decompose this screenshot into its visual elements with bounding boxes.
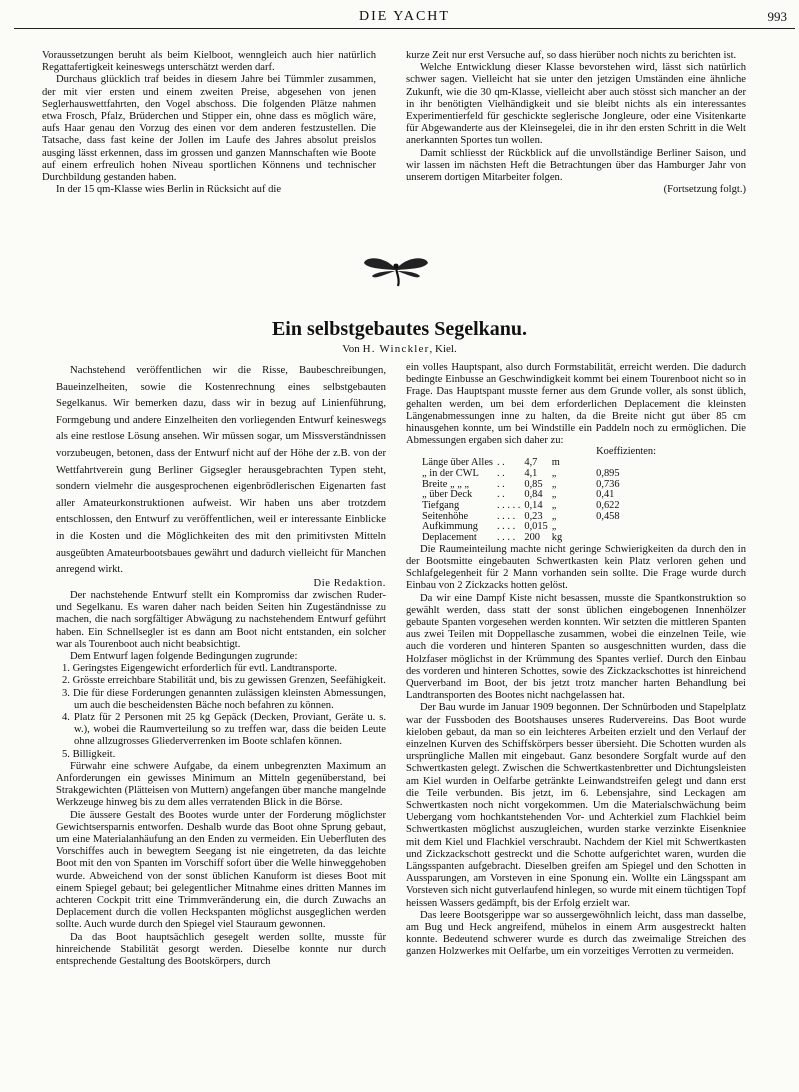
paragraph: ein volles Hauptspant, also durch Formstabilität, erreicht werden. Die dadurch bedingte Einbusse an Geschwindigkeit kommt bei einem Tourenboot nicht so in Frage. Das Hauptspant musste ferner aus dem Grunde voller, als sonst üblich, gehalten werden, um bei dem erforderlichen Deplacement die kleinsten Längenabmessungen inne zu halten, da die Breite nicht gut über 85 cm hinausgehen konnte, um bei Windstille ein Paddeln noch zu ermöglichen. Die Abmessungen ergaben sich daher zu: [406,362,746,447]
author-place: , Kiel. [429,343,457,355]
article-left-column [56,362,386,968]
table-row: Aufkimmung . . . . 0,015 „ [422,521,557,533]
dragonfly-ornament-icon [360,254,432,288]
top-left-column [42,50,376,196]
conditions-intro: Dem Entwurf lagen folgende Bedingungen zugrunde: [70,650,298,662]
paragraph: Voraussetzungen beruht als beim Kielboot, wenngleich auch hier natürlich Regattafertigkeit keineswegs unterschätzt werden darf. [42,50,376,74]
page-header [14,8,795,29]
editor-note-text: Nachstehend veröffentlichen wir die Risse, Baubeschreibungen, Baueinzelheiten, sowie die Kostenrechnung eines selbstgebauten Segelkanus. Wir bemerken dazu, dass wir in bezug auf Linienführung, Formgebung und andere Einzelheiten den vorliegenden Entwurf keineswegs als eine restlose Lösung ansehen. Wir müssen sogar, um Missverständnissen vorzubeugen, betonen, dass der Entwurf nicht auf der Höhe der z.B. von der Wettfahrtverein gung Berliner Gigsegler herausgebrachten Typen steht, sondern vielmehr die ausgesprochenen eigenbrödlerischen Eigenarten fast aller Amateurkonstruktionen aufweist. Wir haben uns aber trotzdem entschlossen, den Entwurf zu veröffentlichen, weil er interessante Einblicke in die Kosten und die Möglichkeiten des mit den primitivsten Mitteln ausgeübten Amateurbootsbaues gewährt und dadurch vielleicht für Manchen anregend wirkt. [56,364,386,576]
journal-title: DIE YACHT [359,9,450,24]
list-item: 2. Grösste erreichbare Stabilität und, bis zu gewissen Grenzen, Seefähigkeit. [62,675,386,687]
list-item: 4. Platz für 2 Personen mit 25 kg Gepäck (Decken, Proviant, Geräte u. s. w.), wobei die Raumverteilung so zu treffen war, dass die beiden Leute ohne allzugrosses Gliederverrenken im Boote schlafen können. [62,711,386,748]
dimensions-table [422,447,660,543]
paragraph: Damit schliesst der Rückblick auf die unvollständige Berliner Saison, und wir lassen im nächsten Heft die Betrachtungen über das Hamburger Jahr von unserem dortigen Mitarbeiter folgen. [406,147,746,184]
list-item: 3. Die für diese Forderungen genannten zulässigen kleinsten Abmessungen, um auch die bescheidensten Bäche noch befahren zu können. [62,687,386,711]
table-row: „ in der CWL . . 4,1 „ 0,895 [422,467,620,479]
article-right-column [406,362,746,959]
author-name: H. Winckler [362,343,430,355]
paragraph: Welche Entwicklung dieser Klasse bevorstehen wird, lässt sich natürlich schwer sagen. Vielleicht hat sie unter den jetzigen Umständen eine ähnliche Zukunft, wie die 30 qm-Klasse, vielleicht aber auch stösst sich mancher an der in ihr benötigten Vielhändigkeit und sie bleibt nichts als ein interessantes Experimentierfeld für geschickte seglerische Jongleure, oder eine Visitenkarte für Abgewanderte aus der Kleinsegelei, die in ihr den ersten Schritt in die Welt anerkannten Sportes tun wollen. [406,62,746,147]
table-row: Breite „ „ „ . . 0,85 „ 0,736 [422,478,620,490]
list-item: 1. Geringstes Eigengewicht erforderlich für evtl. Landtransporte. [62,663,338,675]
table-row: Seitenhöhe . . . . 0,23 „ 0,458 [422,510,620,522]
paragraph: Fürwahr eine schwere Aufgabe, da einem unbegrenzten Maximum an Anforderungen ein gewisses Minimum an Mitteln gegenüberstand, bei Strakgewichten (Plätteisen von Muttern) angefangen über manche mangelnde Werkzeuge hinweg bis zu dem alles verratenden Blick in die Börse. [56,760,386,809]
editor-signature: Die Redaktion. [313,577,386,589]
table-row: Tiefgang . . . . . 0,14 „ 0,622 [422,499,620,511]
coefficients-header: Koeffizienten: [596,446,656,458]
paragraph: Da wir eine Dampf Kiste nicht besassen, musste die Spantkonstruktion so gewählt werden, dass statt der sonst üblichen eingebogenen Innenhölzer gebaute Spanten vorgesehen werden konnten. Wir setzten die mittleren Spanten aus zwei Teilen mit Doppellasche zusammen, wobei die einzelnen Teile, wie auch die vorderen und hinteren Spanten so ausgeschnitten wurden, dass die Holzfaser möglichst in der Krümmung des Spantes verlief. Durch den Einbau des vorderen und hinteren Schottes, sowie des Zickzackschottes ist hinreichend Querverband im Boot, der bis jetzt trotz mancher harten Behandlung bei Landtransporten des Bootes nicht nachgelassen hat. [406,592,746,702]
article-byline [0,343,799,355]
article-title: Ein selbstgebautes Segelkanu. [271,318,528,340]
editor-note [56,362,386,578]
paragraph: Die Raumeinteilung machte nicht geringe Schwierigkeiten da durch den in der Bootsmitte eingebauten Schwertkasten kein Platz verloren gehen und Schlafgelegenheit für 2 Mann vorhanden sein sollte. Die Frage wurde durch Einbau von 2 Zickzacks hotten gelöst. [406,543,746,592]
paragraph: Durchaus glücklich traf beides in diesem Jahre bei Tümmler zusammen, der mit vier ersten und einem zweiten Preise, abgesehen von jenen Seglerhauswettfahrten, den Vogel abschoss. Die folgenden Plätze nahmen etwa Frosch, Pfalz, Brüderchen und Stipper ein, ohne dass es möglich wäre, aufs Haar genau den Vorzug des einen vor dem anderen festzustellen. Die Tatsache, dass fast keine der Jollen im Laufe des Jahres absolut preislos ausging lässt erkennen, dass im grossen und ganzen Mannschaften wie Boote auf einem erfreulich hohen Niveau sportlichen Könnens und technischer Durchbildung gestanden haben. [42,74,376,184]
author-prefix: Von [342,343,360,355]
paragraph: Die äussere Gestalt des Bootes wurde unter der Forderung möglichster Gewichtsersparnis entworfen. Deshalb wurde das Boot ohne Sprung gebaut, um eine Materialanhäufung an den Enden zu vermeiden. Ein Ueberfluten des Vorschiffes auch in bewegtem Seegang ist nie eingetreten, da das leichte Boot mit den von Spanten im Vorschiff sofort über die Welle hinweggehoben wurde. Abweichend von der sonst üblichen Kanuform ist dieses Boot mit einem Spiegel gebaut; bei gelegentlicher Mitnahme eines dritten Mannes im achteren Cockpit tritt eine Trimmveränderung ein, die durch Zuwachs an Deplacement durch die vollen Heckspanten möglichst ausgeglichen werden sollte. Auch wurde durch den Spiegel viel Stauraum gewonnen. [56,809,386,931]
page-number: 993 [767,9,787,24]
paragraph: In der 15 qm-Klasse wies Berlin in Rücksicht auf die [56,184,282,196]
paragraph: Der Bau wurde im Januar 1909 begonnen. Der Schnürboden und Stapelplatz war der Fussboden des Bootshauses unseres Rudervereins. Das Boot wurde kieloben gebaut, da man so ein leichteres Arbeiten erzielt und den Verlauf der einzelnen Kurven des Schiffskörpers besser übersieht. Die Schotten wurden als ursprüngliche Mallen mit eingebaut. Ganz besondere Sorgfalt wurde auf den Schwertkasten gelegt. Zwischen die Schwertkastenbretter und Dichtungsleisten am Kiel wurden in Oelfarbe getränkte Leinwandstreifen gelegt und dann erst die Teile verbunden. Bis jetzt, im 6. Lebensjahre, sind Leckagen am Schwertkasten noch nicht vorgekommen. Um die Materialschwächung beim Uebergang vom hochkantstehenden Vor- und Achterkiel zum Flachkiel beim Schwertkasten möglichst auszugleichen, wurden starke verzinkte Eisenkniee mit dem Kiel und Flachkiel verschraubt. Nachdem der Kiel mit Schwertkasten und Zickzackschott gestreckt und die Schotte aufgerichtet waren, wurden die Längsspanten aufgebracht. Dieselben greifen am Spiegel und den Schotten in Aussparungen, am Vorsteven in eine Sponung ein. Wollte ein Längsspant am Vorsteven sich nicht gutverlaufend hinlegen, so wurde mit einem tüchtigen Topf heissen Wassers gedämpft, bis der Erfolg erzielt war. [406,702,746,909]
table-row: Deplacement . . . . 200 kg [422,532,563,544]
paragraph: Der nachstehende Entwurf stellt ein Kompromiss dar zwischen Ruder- und Segelkanu. Es waren daher nach beiden Seiten hin Zugeständnisse zu machen, die nach sorgfältiger Abwägung zu nachstehendem Entwurf geführt haben. Ein Schnellsegler ist es dann am Boot nicht entstanden, ein solcher war als Tourenboot auch nicht beabsichtigt. [56,589,386,650]
continuation-note: (Fortsetzung folgt.) [663,184,746,196]
paragraph: Das leere Bootsgerippe war so aussergewöhnlich leicht, dass man dasselbe, am Bug und Heck angreifend, mühelos in einem Arm ausgestreckt halten konnte. Bedeutend schwerer wurde es durch das zweimalige Streichen des ganzen Holzwerkes mit Oelfarbe, um ein vorzeitiges Verrotten zu vermeiden. [406,909,746,958]
paragraph: kurze Zeit nur erst Versuche auf, so dass hierüber noch nichts zu berichten ist. [406,50,737,61]
conditions-list [56,663,386,761]
top-right-column [406,50,746,196]
table-row: Länge über Alles . . 4,7 m [422,457,560,469]
list-item: 5. Billigkeit. [62,748,116,760]
table-row: „ über Deck . . 0,84 „ 0,41 [422,489,615,501]
paragraph: Da das Boot hauptsächlich gesegelt werden sollte, musste für hinreichende Stabilität gesorgt werden. Dieselbe konnte nur durch entsprechende Gestaltung des Bootskörpers, durch [56,931,386,968]
